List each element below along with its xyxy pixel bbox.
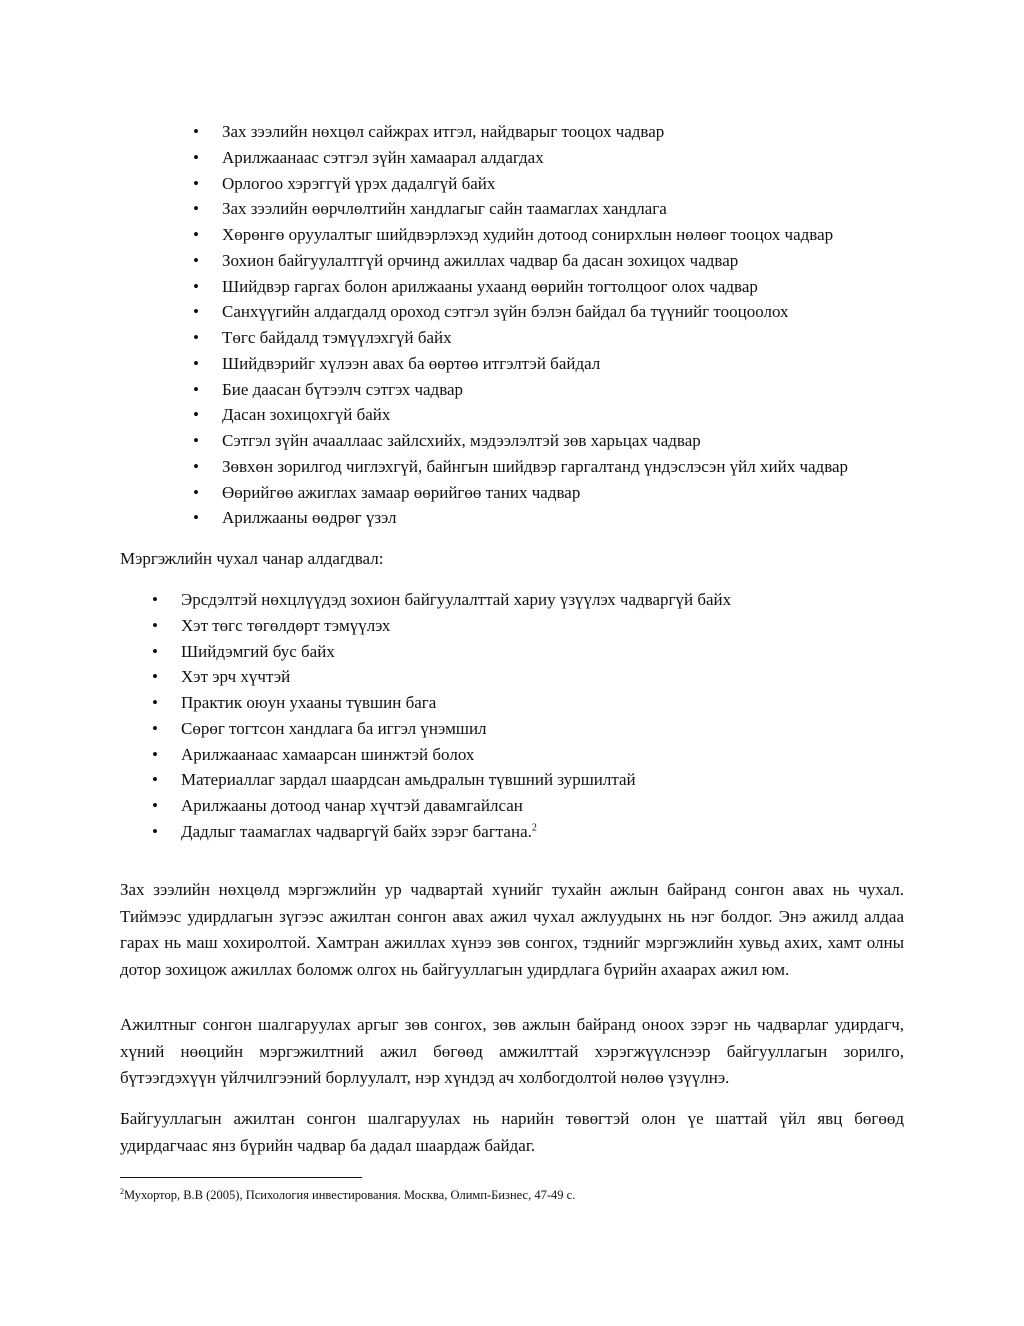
footnote-divider bbox=[120, 1177, 362, 1178]
list-item: • Материаллаг зардал шаардсан амьдралын түвшний зуршилтай bbox=[181, 767, 731, 793]
body-paragraph: Байгууллагын ажилтан сонгон шалгаруулах нь нарийн төвөгтэй олон үе шаттай үйл явц бөгөөд удирдагчаас янз бүрийн чадвар ба дадал шаардаж байдаг. bbox=[120, 1109, 904, 1155]
strengths-bullet-list bbox=[222, 119, 848, 531]
footnote-mark: 2 bbox=[120, 1186, 124, 1196]
list-item: • Шийдвэрийг хүлээн авах ба өөртөө итгэлтэй байдал bbox=[222, 351, 848, 377]
footnote-reference: 2 bbox=[531, 822, 537, 834]
list-item: • Бие даасан бүтээлч сэтгэх чадвар bbox=[222, 377, 848, 403]
list-item: • Арилжааны дотоод чанар хүчтэй давамгайлсан bbox=[181, 793, 731, 819]
list-item: • Сэтгэл зүйн ачааллаас зайлсхийх, мэдээлэлтэй зөв харьцах чадвар bbox=[222, 428, 848, 454]
footnote bbox=[120, 1187, 575, 1203]
list-item: • Эрсдэлтэй нөхцлүүдэд зохион байгуулалттай хариу үзүүлэх чадваргүй байх bbox=[181, 587, 731, 613]
list-item: • Зах зээлийн нөхцөл сайжрах итгэл, найдварыг тооцох чадвар bbox=[222, 119, 848, 145]
list-item: • Практик оюун ухааны түвшин бага bbox=[181, 690, 731, 716]
list-item: • Хэт эрч хүчтэй bbox=[181, 664, 731, 690]
list-item: • Санхүүгийн алдагдалд ороход сэтгэл зүйн бэлэн байдал ба түүнийг тооцоолох bbox=[222, 299, 848, 325]
weaknesses-bullet-list bbox=[181, 587, 731, 845]
list-item: • Хэт төгс төгөлдөрт тэмүүлэх bbox=[181, 613, 731, 639]
list-item: • Зах зээлийн өөрчлөлтийн хандлагыг сайн таамаглах хандлага bbox=[222, 196, 848, 222]
body-paragraph: Ажилтныг сонгон шалгаруулах аргыг зөв сонгох, зөв ажлын байранд оноох зэрэг нь чадварлаг удирдагч, хүний нөөцийн мэргэжилтний ажил бөгөөд амжилттай хэрэгжүүлснээр байгууллагын зорилго, бүтээгдэхүүн үйлчилгээний борлуулалт, нэр хүндэд ач холбогдолтой нөлөө үзүүлнэ. bbox=[120, 1015, 904, 1087]
footnote-text: Мухортор, В.В (2005), Психология инвестирования. Москва, Олимп-Бизнес, 47-49 с. bbox=[124, 1188, 576, 1202]
list-item: • Зөвхөн зорилгод чиглэхгүй, байнгын шийдвэр гаргалтанд үндэслэсэн үйл хийх чадвар bbox=[222, 454, 848, 480]
list-item: • Арилжаанаас сэтгэл зүйн хамаарал алдагдах bbox=[222, 145, 848, 171]
list-item-text: Дадлыг таамаглах чадваргүй байх зэрэг багтана. bbox=[181, 821, 532, 841]
list-item: • Шийдэмгий бус байх bbox=[181, 639, 731, 665]
list-item: • Хөрөнгө оруулалтыг шийдвэрлэхэд худийн дотоод сонирхлын нөлөөг тооцох чадвар bbox=[222, 222, 848, 248]
list-item: • Арилжаанаас хамаарсан шинжтэй болох bbox=[181, 742, 731, 768]
list-item: • Сөрөг тогтсон хандлага ба иггэл үнэмшил bbox=[181, 716, 731, 742]
list-item: • Дасан зохицохгүй байх bbox=[222, 402, 848, 428]
list-item: • Өөрийгөө ажиглах замаар өөрийгөө таних чадвар bbox=[222, 480, 848, 506]
list-item-last bbox=[181, 819, 731, 845]
list-item: • Арилжааны өөдрөг үзэл bbox=[222, 505, 848, 531]
list-item: • Орлогоо хэрэггүй үрэх дадалгүй байх bbox=[222, 171, 848, 197]
body-paragraph: Зах зээлийн нөхцөлд мэргэжлийн ур чадвартай хүнийг тухайн ажлын байранд сонгон авах нь чухал. Тиймээс удирдлагын зүгээс ажилтан сонгон авах ажил чухал ажлуудынх нь нэг болдог. Энэ ажилд алдаа гарах нь маш хохиролтой. Хамтран ажиллах хүнээ зөв сонгох, тэднийг мэргэжлийн хувьд ахих, хамт олны дотор зохицож ажиллах боломж олгох нь байгууллагын удирдлага бүрийн ахаарах ажил юм. bbox=[120, 880, 904, 979]
list-item: • Шийдвэр гаргах болон арилжааны ухаанд өөрийн тогтолцоог олох чадвар bbox=[222, 274, 848, 300]
section-heading: Мэргэжлийн чухал чанар алдагдвал: bbox=[120, 549, 384, 568]
list-item: • Зохион байгуулалтгүй орчинд ажиллах чадвар ба дасан зохицох чадвар bbox=[222, 248, 848, 274]
list-item: • Төгс байдалд тэмүүлэхгүй байх bbox=[222, 325, 848, 351]
